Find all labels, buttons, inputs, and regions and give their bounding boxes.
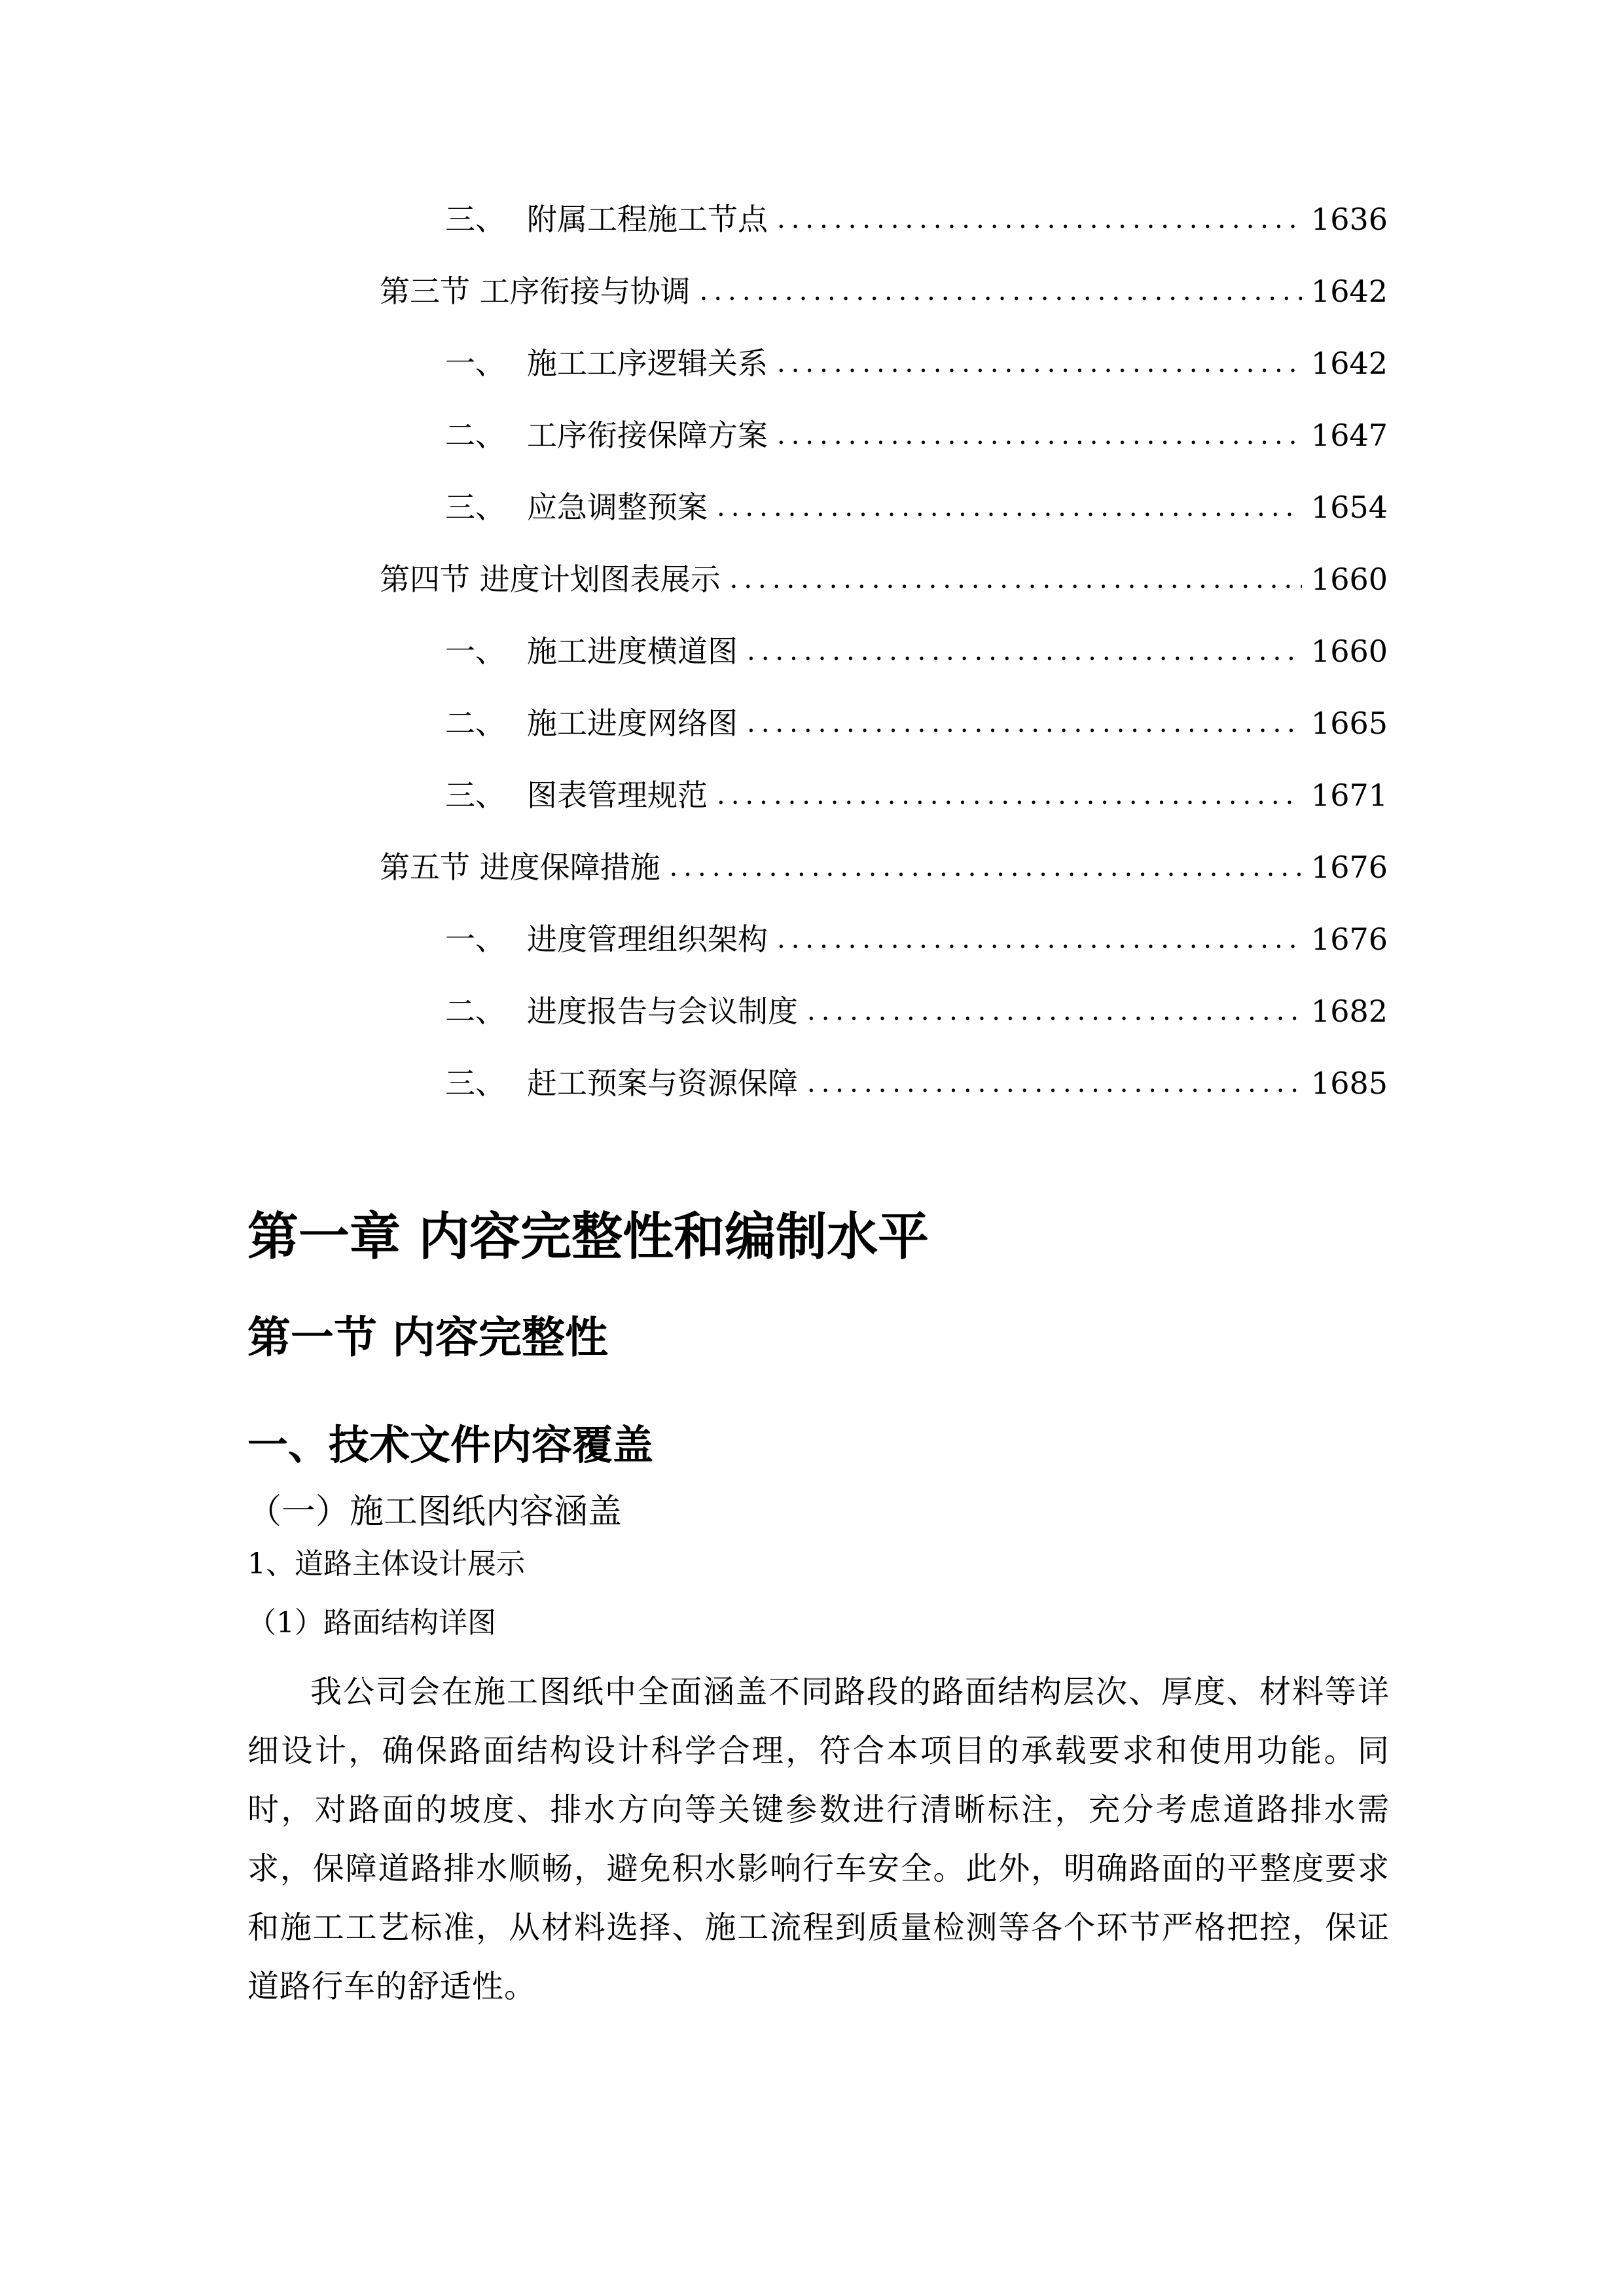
toc-entry[interactable] [0, 556, 1388, 602]
toc-entry-page: 1671 [1310, 778, 1388, 813]
section-heading: 第一节 内容完整性 [247, 1312, 608, 1363]
toc-entry-title: 工序衔接保障方案 [527, 418, 768, 453]
toc-entry[interactable] [0, 196, 1388, 242]
toc-entry-page: 1642 [1310, 346, 1388, 381]
toc-entry-marker: 一、 [445, 922, 505, 957]
toc-entry-marker: 二、 [445, 994, 505, 1029]
toc-dot-leader [700, 268, 1302, 314]
chapter-heading: 第一章 内容完整性和编制水平 [247, 1207, 929, 1266]
toc-entry-page: 1676 [1310, 922, 1388, 957]
toc-entry-page: 1654 [1310, 490, 1388, 525]
toc-entry[interactable] [0, 700, 1388, 746]
toc-entry-title: 进度报告与会议制度 [527, 994, 798, 1029]
toc-entry-marker: 三、 [445, 1066, 505, 1101]
toc-dot-leader [717, 772, 1302, 818]
toc-entry-page: 1636 [1310, 202, 1388, 237]
toc-entry-title: 进度管理组织架构 [527, 922, 768, 957]
toc-entry-title: 进度计划图表展示 [479, 562, 721, 597]
toc-entry-page: 1682 [1310, 994, 1388, 1029]
toc-entry-page: 1665 [1310, 706, 1388, 741]
toc-entry-page: 1685 [1310, 1066, 1388, 1101]
toc-entry-marker: 三、 [445, 490, 505, 525]
toc-entry-marker: 第五节 [380, 850, 470, 885]
toc-dot-leader [807, 1060, 1302, 1106]
toc-entry-marker: 第三节 [380, 274, 470, 309]
toc-entry-title: 图表管理规范 [527, 778, 708, 813]
toc-dot-leader [777, 196, 1302, 242]
toc-dot-leader [747, 628, 1302, 674]
toc-entry-title: 附属工程施工节点 [527, 202, 768, 237]
toc-dot-leader [777, 916, 1302, 962]
subitem-heading: （1）路面结构详图 [247, 1606, 496, 1640]
toc-entry-marker: 第四节 [380, 562, 470, 597]
toc-entry-page: 1647 [1310, 418, 1388, 453]
toc-entry-marker: 二、 [445, 706, 505, 741]
toc-entry-title: 进度保障措施 [479, 850, 660, 885]
toc-entry-page: 1642 [1310, 274, 1388, 309]
toc-entry-page: 1676 [1310, 850, 1388, 885]
toc-entry[interactable] [0, 844, 1388, 890]
subsection-heading: 一、技术文件内容覆盖 [247, 1421, 654, 1469]
toc-dot-leader [777, 340, 1302, 386]
body-paragraph: 我公司会在施工图纸中全面涵盖不同路段的路面结构层次、厚度、材料等详细设计，确保路面结构设计科学合理，符合本项目的承载要求和使用功能。同时，对路面的坡度、排水方向等关键参数进行清晰标注，充分考虑道路排水需求，保障道路排水顺畅，避免积水影响行车安全。此外，明确路面的平整度要求和施工工艺标准，从材料选择、施工流程到质量检测等各个环节严格把控，保证道路行车的舒适性。 [247, 1674, 1390, 2005]
toc-dot-leader [747, 700, 1302, 746]
toc-entry-title: 工序衔接与协调 [479, 274, 691, 309]
subsubsection-heading: （一）施工图纸内容涵盖 [247, 1492, 623, 1532]
toc-entry[interactable] [0, 412, 1388, 458]
item-heading: 1、道路主体设计展示 [247, 1547, 525, 1581]
toc-entry-title: 施工进度横道图 [527, 634, 738, 669]
toc-entry-title: 赶工预案与资源保障 [527, 1066, 798, 1101]
toc-entry[interactable] [0, 772, 1388, 818]
toc-entry-page: 1660 [1310, 562, 1388, 597]
toc-dot-leader [730, 556, 1302, 602]
toc-dot-leader [717, 484, 1302, 530]
toc-entry[interactable] [0, 988, 1388, 1034]
toc-entry-marker: 一、 [445, 346, 505, 381]
toc-dot-leader [777, 412, 1302, 458]
toc-entry-title: 应急调整预案 [527, 490, 708, 525]
toc-entry-marker: 三、 [445, 778, 505, 813]
toc-entry[interactable] [0, 268, 1388, 314]
toc-dot-leader [807, 988, 1302, 1034]
toc-dot-leader [670, 844, 1302, 890]
toc-entry-title: 施工工序逻辑关系 [527, 346, 768, 381]
toc-entry-title: 施工进度网络图 [527, 706, 738, 741]
toc-entry[interactable] [0, 628, 1388, 674]
toc-entry-marker: 一、 [445, 634, 505, 669]
toc-entry-page: 1660 [1310, 634, 1388, 669]
toc-entry[interactable] [0, 340, 1388, 386]
toc-entry[interactable] [0, 1060, 1388, 1106]
toc-entry[interactable] [0, 484, 1388, 530]
toc-entry[interactable] [0, 916, 1388, 962]
toc-entry-marker: 三、 [445, 202, 505, 237]
toc-entry-marker: 二、 [445, 418, 505, 453]
